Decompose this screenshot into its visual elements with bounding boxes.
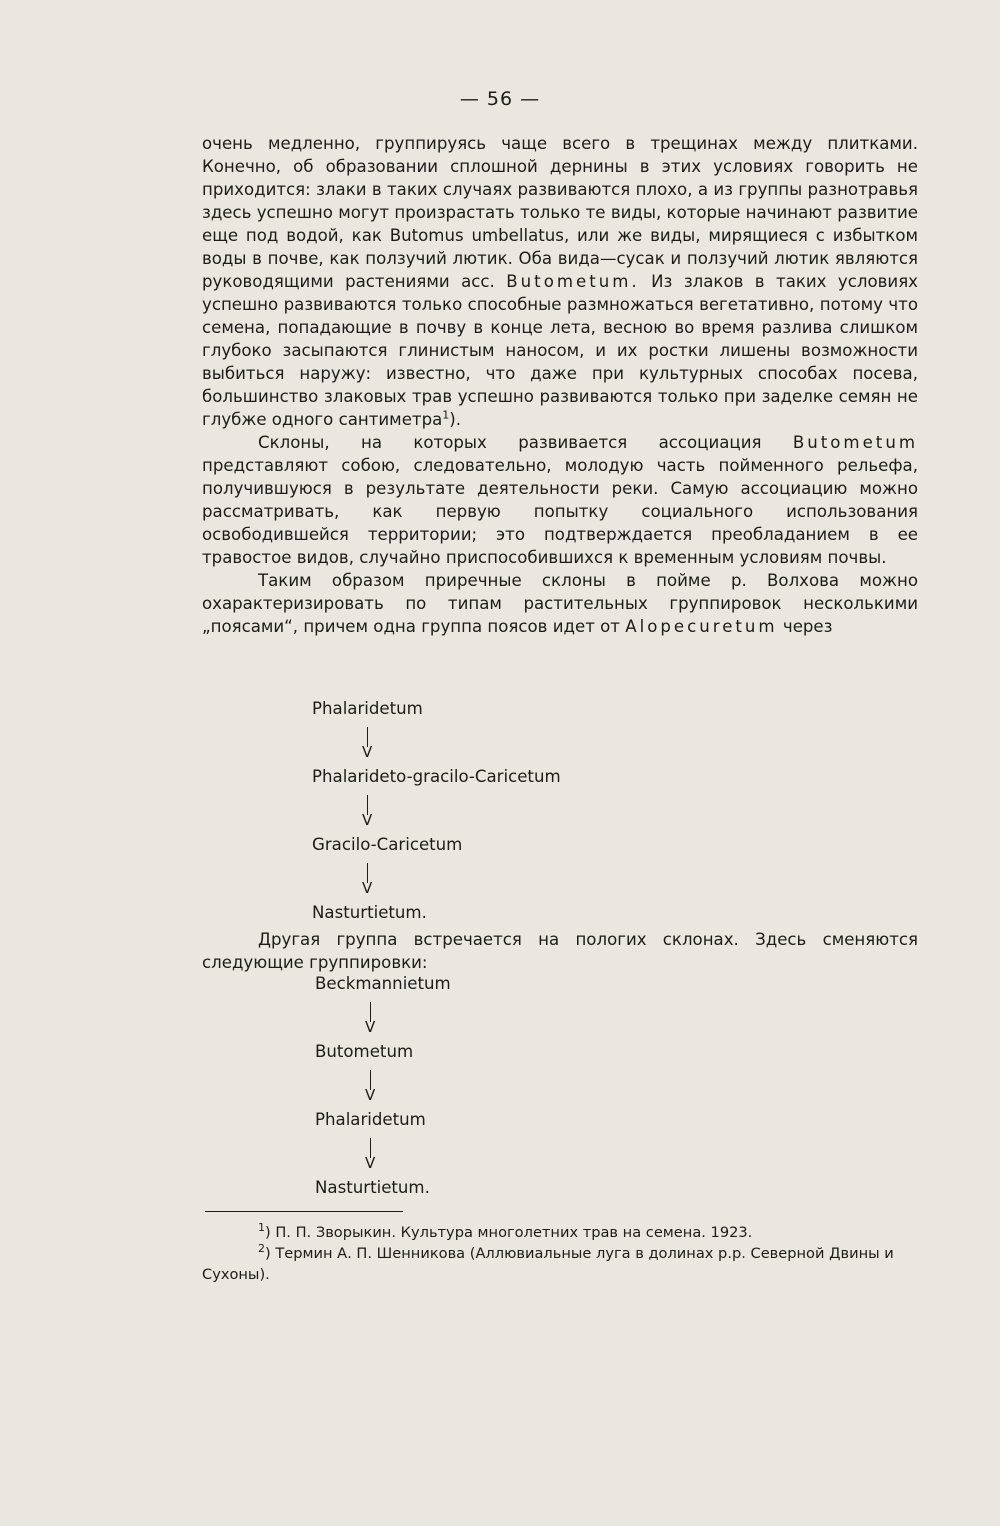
footnote-1-mark: 1 <box>258 1221 265 1235</box>
succession-chain-2 <box>315 972 451 1199</box>
footnote-2-text: ) Термин А. П. Шенникова (Аллювиальные луга в долинах р.р. Северной Двины и Сухоны). <box>202 1245 894 1283</box>
chain-1-node-3: Gracilo-Caricetum <box>312 835 463 854</box>
paragraph-2 <box>202 431 918 569</box>
chain-2-arrow-3: V <box>315 1131 375 1176</box>
term-butometum: Butometum. <box>506 272 640 291</box>
term-butometum-2: Butometum <box>792 433 918 452</box>
paragraph-2-head: Склоны, на которых развивается ассоциация <box>258 433 762 452</box>
footnote-ref-1: 1 <box>442 408 450 422</box>
paragraph-4-block <box>202 928 918 974</box>
paragraph-2-tail: представляют собою, следовательно, молодую часть пойменного рельефа, получившуюся в результате деятельности реки. Самую ассоциацию можно рассматривать, как первую попытку социального использования освободившейся территории; это подтверждается преобладанием в ее травостое видов, случайно приспособившихся к временным условиям почвы. <box>202 456 918 567</box>
chain-1-node-1: Phalaridetum <box>312 699 423 718</box>
chain-2-arrow-2: V <box>315 1063 375 1108</box>
footnote-2 <box>202 1243 918 1285</box>
paragraph-1-tail: Из злаков в таких условиях успешно развиваются только способные размножаться вегетативно, потому что семена, попадающие в почву в конце лета, весною во время разлива слишком глубоко засыпаются глинистым наносом, и их ростки лишены возможности выбиться наружу: известно, что даже при культурных способах посева, большинство злаковых трав успешно развиваются только при заделке семян не глубже одного сантиметра <box>202 272 919 429</box>
footnote-divider <box>205 1211 403 1212</box>
footnotes <box>202 1222 918 1285</box>
chain-2-node-4: Nasturtietum. <box>315 1178 430 1197</box>
chain-2-node-3: Phalaridetum <box>315 1110 426 1129</box>
footnote-2-mark: 2 <box>258 1242 265 1256</box>
footnote-1-text: ) П. П. Зворыкин. Культура многолетних трав на семена. 1923. <box>265 1224 753 1241</box>
paragraph-1 <box>202 132 918 431</box>
paragraph-4: Другая группа встречается на пологих склонах. Здесь сменяются следующие группировки: <box>202 930 918 972</box>
chain-1-node-4: Nasturtietum. <box>312 903 427 922</box>
footnote-1 <box>202 1222 918 1243</box>
chain-1-arrow-3: V <box>312 856 372 901</box>
page-number: — 56 — <box>459 88 541 110</box>
chain-2-arrow-1: V <box>315 995 375 1040</box>
paragraph-1-text: очень медленно, группируясь чаще всего в трещинах между плитками. Конечно, об образовании сплошной дернины в этих условиях говорить не приходится: злаки в таких случаях развиваются плохо, а из группы разнотравья здесь успешно могут произрастать только те виды, которые начинают развитие еще под водой, как Butomus umbellatus, или же виды, мирящиеся с избытком воды в почве, как ползучий лютик. Оба вида—сусак и ползучий лютик являются руководящими растениями асс. <box>202 134 918 291</box>
paragraph-1-end: ). <box>449 410 462 429</box>
chain-1-arrow-1: V <box>312 720 372 765</box>
chain-2-node-1: Beckmannietum <box>315 974 451 993</box>
term-alopecuretum: Alopecuretum <box>625 617 778 636</box>
succession-chain-1 <box>312 697 561 924</box>
chain-1-node-2: Phalarideto-gracilo-Caricetum <box>312 767 561 786</box>
paragraph-3-tail: через <box>782 617 833 636</box>
chain-1-arrow-2: V <box>312 788 372 833</box>
chain-2-node-2: Butometum <box>315 1042 414 1061</box>
paragraph-3 <box>202 569 918 638</box>
main-text <box>202 132 918 638</box>
paragraph-3-head: Таким образом приречные склоны в пойме р. Волхова можно охарактеризировать по типам растительных группировок несколькими „поясами“, причем одна группа поясов идет от <box>202 571 918 636</box>
